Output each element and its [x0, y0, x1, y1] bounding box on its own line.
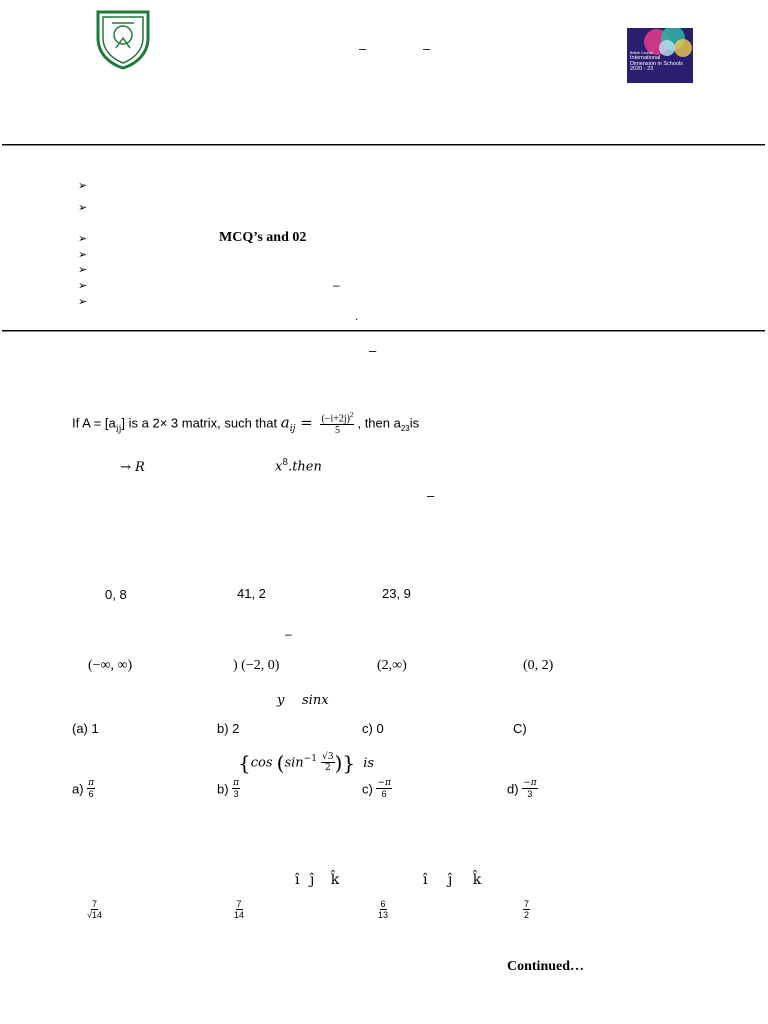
q5-paren-close: ): [334, 751, 343, 775]
header-dash-right: –: [423, 41, 431, 56]
q4-option-a: (a) 1: [72, 721, 99, 736]
badge-top-text: British Council: [630, 51, 653, 55]
q2-power-base: x: [275, 459, 283, 475]
bullet-arrow-icon: ➢: [78, 201, 88, 214]
instructions-divider: [2, 330, 765, 332]
instruction-dash: –: [333, 278, 340, 292]
bullet-arrow-icon: ➢: [78, 295, 88, 308]
q5-paren-open: (: [276, 751, 285, 775]
continued-label: Continued…: [507, 959, 585, 974]
q5-option-a: [72, 779, 95, 799]
badge-line-2: Dimension in Schools: [630, 60, 683, 67]
q6-option-a-num: 7: [91, 899, 97, 909]
q6-option-b-den: 14: [234, 910, 245, 920]
q5-sin: sin: [284, 755, 304, 771]
q5-option-a-num: π: [88, 778, 95, 788]
badge-line-1: International: [630, 54, 661, 61]
q3-option-b: ) (−2, 0): [233, 658, 280, 673]
bullet-arrow-icon: ➢: [78, 248, 88, 261]
q5-option-d: [507, 779, 538, 799]
q2-option-a: 0, 8: [105, 587, 127, 602]
instruction-mcq-text: MCQ’s and 02: [219, 230, 307, 245]
q1-frac-den: 5: [334, 425, 340, 437]
bullet-arrow-icon: ➢: [78, 279, 88, 292]
q6-option-a-den: √14: [87, 910, 102, 920]
q2-option-b: 41, 2: [237, 586, 266, 601]
question-1: [72, 412, 419, 436]
q6-option-c: [378, 900, 388, 920]
q5-option-c-num: −π: [377, 778, 391, 788]
q1-frac-num: (−i+2j): [321, 413, 350, 425]
q6-vec1-j: ĵ: [309, 872, 315, 888]
q5-brace-close: }: [342, 751, 356, 775]
q1-mid: ] is a 2× 3 matrix, such that: [121, 415, 281, 431]
q5-option-b-den: 3: [233, 789, 239, 799]
q6-vec2-i: î: [423, 872, 428, 888]
q5-option-b-num: π: [233, 778, 240, 788]
q4-sinx: sinx: [302, 693, 329, 708]
q5-option-a-label: a): [72, 781, 88, 797]
q5-option-d-num: −π: [523, 778, 537, 788]
school-crest-icon: [92, 8, 154, 70]
q6-option-d-num: 7: [524, 899, 530, 909]
q6-vector-2: [423, 872, 481, 888]
q5-option-c-label: c): [362, 781, 377, 797]
q2-option-c: 23, 9: [382, 586, 411, 601]
q1-suffix-is: is: [409, 415, 420, 431]
q4-option-c: c) 0: [362, 721, 384, 736]
bullet-arrow-icon: ➢: [78, 179, 88, 192]
q1-suffix: , then a: [357, 415, 401, 431]
q6-option-b-num: 7: [236, 899, 242, 909]
q5-frac-den: 2: [324, 763, 331, 773]
q5-cos: cos: [250, 755, 273, 771]
q1-prefix: If A = [a: [72, 415, 116, 431]
q5-option-d-den: 3: [527, 789, 533, 799]
q5-is: is: [363, 755, 375, 771]
q1-lhs: a: [280, 413, 290, 432]
section-dash: –: [369, 343, 377, 358]
q1-suffix-sub: 23: [400, 424, 410, 434]
bullet-arrow-icon: ➢: [78, 232, 88, 245]
q2-then: .then: [288, 459, 322, 475]
q6-option-c-num: 6: [380, 899, 386, 909]
q4-option-d: C): [513, 721, 527, 736]
q6-option-c-den: 13: [378, 910, 389, 920]
q3-option-a: (−∞, ∞): [88, 658, 133, 673]
q1-fraction: [320, 412, 354, 436]
q6-option-d: [523, 900, 530, 920]
q6-option-a: [87, 900, 102, 920]
q5-frac-num: √3: [322, 752, 334, 762]
badge-text: [630, 52, 683, 73]
badge-line-3: 2020 - 23: [630, 66, 654, 73]
header-dash-left: –: [359, 41, 367, 56]
school-logo: [92, 8, 154, 70]
q5-option-b: [217, 779, 240, 799]
q6-option-b: [234, 900, 244, 920]
q6-vector-1: [295, 872, 339, 888]
q5-option-b-label: b): [217, 781, 233, 797]
q6-vec1-k: k̂: [330, 872, 340, 888]
q1-lhs-sub: ij: [289, 424, 296, 435]
international-dimension-badge: [627, 28, 693, 83]
q1-sub: ij: [115, 424, 122, 435]
q4-option-b: b) 2: [217, 721, 240, 736]
q2-dash: –: [427, 488, 435, 503]
q3-dash: –: [285, 627, 292, 641]
q1-frac-sup: 2: [349, 411, 354, 419]
bullet-arrow-icon: ➢: [78, 263, 88, 276]
q3-option-c: (2,∞): [377, 658, 407, 673]
q2-power-exp: 8: [282, 458, 289, 468]
q5-expression: [238, 751, 374, 775]
q5-option-a-den: 6: [88, 789, 94, 799]
q6-vec2-k: k̂: [472, 872, 482, 888]
q4-y: y: [277, 693, 285, 708]
q6-option-d-den: 2: [524, 910, 530, 920]
q5-option-d-label: d): [507, 781, 523, 797]
q2-arrow-r: → R: [120, 460, 145, 475]
q5-fraction: [321, 753, 334, 773]
q2-power: [275, 458, 322, 474]
q6-vec2-j: ĵ: [447, 872, 453, 888]
q5-option-c-den: 6: [381, 789, 387, 799]
q5-option-c: [362, 779, 392, 799]
q3-option-d: (0, 2): [523, 658, 554, 673]
instruction-end-dot: .: [355, 309, 359, 323]
header-divider: [2, 144, 765, 146]
q5-inverse: −1: [303, 754, 317, 765]
q5-brace-open: {: [238, 751, 251, 775]
q6-vec1-i: î: [295, 872, 300, 888]
q1-equals: =: [295, 413, 318, 432]
